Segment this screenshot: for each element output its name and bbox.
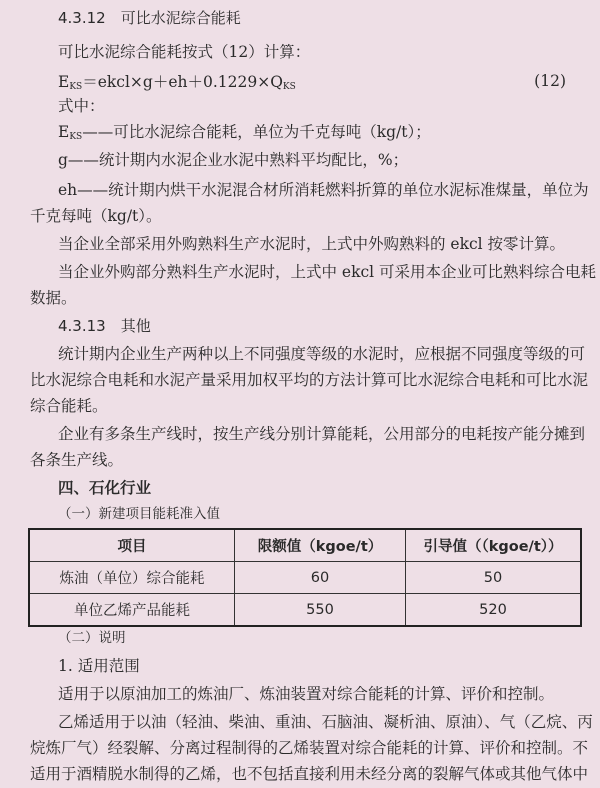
formula-subscript: KS — [69, 82, 83, 92]
paragraph-multi-grade-line1: 统计期内企业生产两种以上不同强度等级的水泥时，应根据不同强度等级的可 — [58, 345, 586, 363]
formula-body: ＝ekcl×g＋eh＋0.1229×Q — [82, 73, 283, 91]
paragraph-scope-refinery: 适用于以原油加工的炼油厂、炼油装置对综合能耗的计算、评价和控制。 — [58, 685, 555, 703]
paragraph-multi-grade-line2: 比水泥综合电耗和水泥产量采用加权平均的方法计算可比水泥综合电耗和可比水泥 — [30, 371, 589, 389]
paragraph-multi-grade-line3: 综合能耗。 — [30, 397, 108, 415]
item-scope-heading: 1. 适用范围 — [58, 657, 140, 675]
subheading-new-projects: （一）新建项目能耗准入值 — [58, 506, 220, 522]
header-guide-value: 引导值（（kgoe/t）） — [406, 529, 582, 562]
paragraph-outsourced-part-line2: 数据。 — [30, 289, 77, 307]
definition-g: g——统计期内水泥企业水泥中熟料平均配比，%； — [58, 151, 409, 169]
formula — [58, 72, 296, 97]
def-subscript: KS — [69, 132, 83, 142]
table-row — [29, 594, 581, 627]
cell-guide: 50 — [406, 562, 582, 594]
header-limit-value: 限额值（kgoe/t） — [235, 529, 406, 562]
paragraph-multi-line-line2: 各条生产线。 — [30, 451, 124, 469]
heading-4-3-12: 4.3.12 可比水泥综合能耗 — [58, 9, 241, 27]
paragraph-scope-ethylene-line2: 烷炼厂气）经裂解、分离过程制得的乙烯装置对综合能耗的计算、评价和控制。不 — [30, 739, 589, 757]
equation-number: (12) — [534, 72, 566, 90]
cell-item: 炼油（单位）综合能耗 — [29, 562, 235, 594]
energy-limit-table — [28, 528, 582, 627]
where-label: 式中： — [58, 97, 105, 115]
subheading-notes: （二）说明 — [58, 630, 126, 646]
paragraph-outsourced-all: 当企业全部采用外购熟料生产水泥时，上式中外购熟料的 ekcl 按零计算。 — [58, 235, 566, 253]
formula-subscript-2: KS — [282, 82, 296, 92]
table-row — [29, 562, 581, 594]
heading-petrochemical: 四、石化行业 — [58, 479, 152, 497]
cell-item: 单位乙烯产品能耗 — [29, 594, 235, 627]
paragraph-outsourced-part-line1: 当企业外购部分熟料生产水泥时，上式中 ekcl 可采用本企业可比熟料综合电耗 — [58, 263, 597, 281]
paragraph-multi-line-line1: 企业有多条生产线时，按生产线分别计算能耗，公用部分的电耗按产能分摊到 — [58, 425, 586, 443]
cell-guide: 520 — [406, 594, 582, 627]
cell-limit: 550 — [235, 594, 406, 627]
definition-eh-line1: eh——统计期内烘干水泥混合材所消耗燃料折算的单位水泥标准煤量，单位为 — [58, 181, 589, 199]
cell-limit: 60 — [235, 562, 406, 594]
table-header-row — [29, 529, 581, 562]
paragraph-scope-ethylene-line3: 适用于酒精脱水制得的乙烯，也不包括直接利用未经分离的裂解气体或其他气体中 — [30, 765, 589, 783]
def-symbol: E — [58, 123, 70, 141]
definition-eh-line2: 千克每吨（kg/t）。 — [30, 207, 162, 225]
definition-eks — [58, 122, 431, 147]
def-text: ——可比水泥综合能耗，单位为千克每吨（kg/t）； — [82, 123, 431, 141]
paragraph-scope-ethylene-line1: 乙烯适用于以油（轻油、柴油、重油、石脑油、凝析油、原油）、气（乙烷、丙 — [58, 713, 593, 731]
header-item: 项目 — [29, 529, 235, 562]
formula-symbol: E — [58, 73, 70, 91]
heading-4-3-13: 4.3.13 其他 — [58, 317, 151, 335]
formula-intro: 可比水泥综合能耗按式（12）计算： — [58, 43, 311, 61]
